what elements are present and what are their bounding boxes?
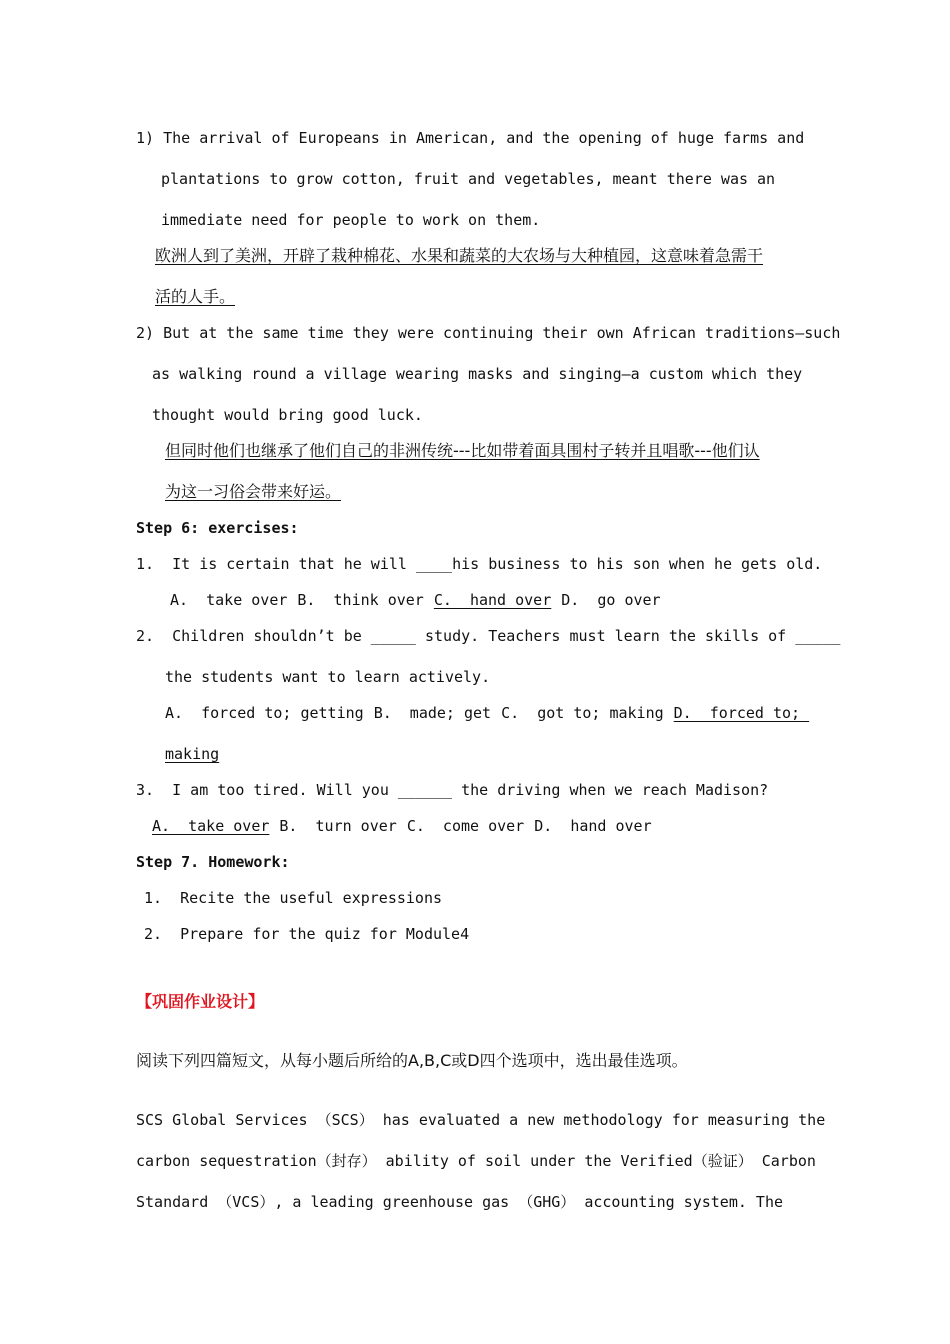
consolidation-heading: 【巩固作业设计】 [136, 992, 265, 1011]
q2-stem-line2: the students want to learn actively. [165, 668, 491, 686]
q3-stem: 3. I am too tired. Will you ______ the driving when we reach Madison? [136, 781, 769, 799]
passage-line3: Standard （VCS）, a leading greenhouse gas （GHG） accounting system. The [136, 1193, 783, 1211]
item2-translation-line2: 为这一习俗会带来好运。 [165, 482, 342, 501]
item1-line3: immediate need for people to work on them. [161, 211, 541, 229]
q3-option-c: C. come over [406, 817, 525, 835]
item1-line2: plantations to grow cotton, fruit and vegetables, meant there was an [161, 170, 776, 188]
q1-option-b: B. think over [297, 591, 424, 609]
q2-option-d-answer-cont: making [165, 745, 220, 763]
step7-heading: Step 7. Homework: [136, 853, 290, 871]
step6-heading: Step 6: exercises: [136, 519, 299, 537]
q1-options [170, 590, 671, 610]
q1-stem: 1. It is certain that he will ____his business to his son when he gets old. [136, 555, 823, 573]
consolidation-instruction: 阅读下列四篇短文，从每小题后所给的A,B,C或D四个选项中，选出最佳选项。 [136, 1051, 688, 1070]
passage-line2: carbon sequestration（封存） ability of soil under the Verified（验证） Carbon [136, 1152, 816, 1170]
item1-line1: 1) The arrival of Europeans in American, and the opening of huge farms and [136, 129, 805, 147]
homework-item-1: 1. Recite the useful expressions [144, 889, 443, 907]
q1-option-d: D. go over [561, 591, 661, 609]
q2-stem-line1: 2. Children shouldn’t be _____ study. Teachers must learn the skills of _____ [136, 627, 841, 645]
q3-option-b: B. turn over [279, 817, 397, 835]
q3-option-a-answer: A. take over [152, 817, 270, 835]
q3-option-d: D. hand over [534, 817, 652, 835]
item1-translation-line2: 活的人手。 [155, 287, 236, 306]
q2-option-b: B. made; get [373, 704, 492, 722]
q1-option-c-answer: C. hand over [433, 591, 552, 609]
item2-line3: thought would bring good luck. [152, 406, 423, 424]
item2-line2: as walking round a village wearing masks and singing—a custom which they [152, 365, 803, 383]
q2-option-d-answer: D. forced to; [673, 704, 810, 722]
q2-option-c: C. got to; making [501, 704, 664, 722]
q3-options [152, 816, 662, 836]
q2-option-a: A. forced to; getting [165, 704, 364, 722]
item1-translation-line1: 欧洲人到了美洲，开辟了栽种棉花、水果和蔬菜的大农场与大种植园，这意味着急需干 [155, 246, 764, 265]
passage-line1: SCS Global Services （SCS） has evaluated a new methodology for measuring the [136, 1111, 826, 1129]
q1-option-a: A. take over [170, 591, 288, 609]
homework-item-2: 2. Prepare for the quiz for Module4 [144, 925, 470, 943]
item2-translation-line1: 但同时他们也继承了他们自己的非洲传统---比如带着面具围村子转并且唱歌---他们认 [165, 441, 760, 460]
item2-line1: 2) But at the same time they were continuing their own African traditions—such [136, 324, 841, 342]
q2-options [165, 703, 809, 723]
